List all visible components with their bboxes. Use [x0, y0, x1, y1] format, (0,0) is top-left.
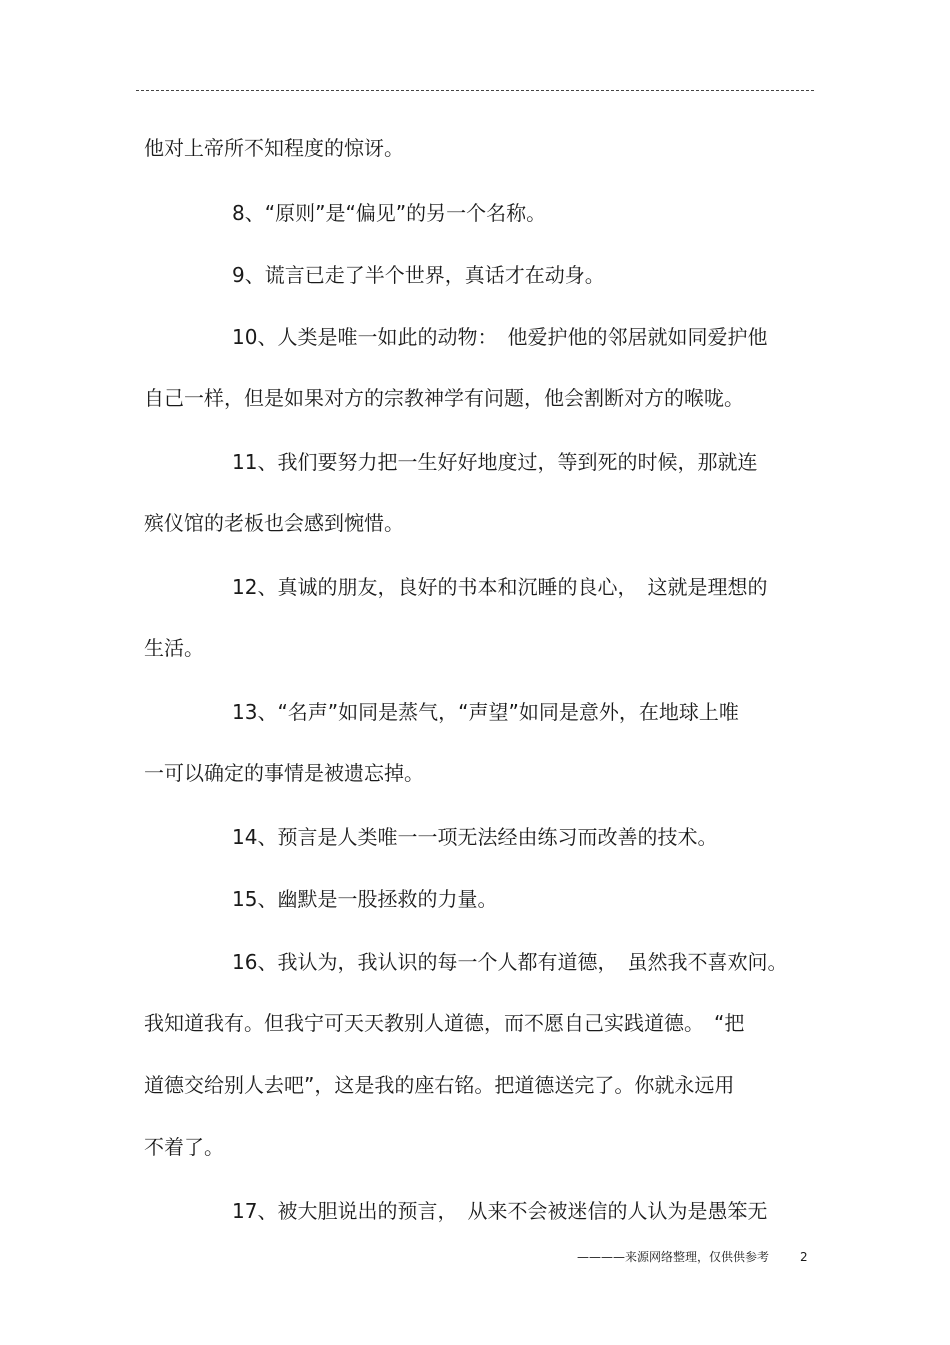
text-line: 一可以确定的事情是被遗忘掉。	[144, 761, 424, 785]
text-line: 13、“名声”如同是蒸气，“声望”如同是意外，在地球上唯	[232, 700, 739, 724]
text-line: 自己一样，但是如果对方的宗教神学有问题，他会割断对方的喉咙。	[144, 386, 744, 410]
text-line: 道德交给别人去吧”，这是我的座右铭。把道德送完了。你就永远用	[144, 1073, 735, 1097]
text-line: 10、人类是唯一如此的动物： 他爱护他的邻居就如同爱护他	[232, 325, 768, 349]
text-line: 12、真诚的朋友，良好的书本和沉睡的良心， 这就是理想的	[232, 575, 768, 599]
text-line: 11、我们要努力把一生好好地度过，等到死的时候，那就连	[232, 450, 758, 474]
text-line: 殡仪馆的老板也会感到惋惜。	[144, 511, 404, 535]
footer-source-note: ————来源网络整理，仅供供参考	[577, 1250, 770, 1264]
text-line: 他对上帝所不知程度的惊讶。	[144, 136, 404, 160]
text-line: 17、被大胆说出的预言， 从来不会被迷信的人认为是愚笨无	[232, 1199, 768, 1223]
text-line: 15、幽默是一股拯救的力量。	[232, 887, 498, 911]
text-line: 14、预言是人类唯一一项无法经由练习而改善的技术。	[232, 825, 718, 849]
header-dashed-rule	[136, 90, 814, 91]
text-line: 8、“原则”是“偏见”的另一个名称。	[232, 201, 547, 225]
text-line: 9、谎言已走了半个世界，真话才在动身。	[232, 263, 605, 287]
text-line: 不着了。	[144, 1135, 224, 1159]
text-line: 16、我认为，我认识的每一个人都有道德， 虽然我不喜欢问。	[232, 950, 788, 974]
text-line: 生活。	[144, 636, 204, 660]
page-number: 2	[800, 1250, 808, 1264]
text-line: 我知道我有。但我宁可天天教别人道德，而不愿自己实践道德。 “把	[144, 1011, 745, 1035]
